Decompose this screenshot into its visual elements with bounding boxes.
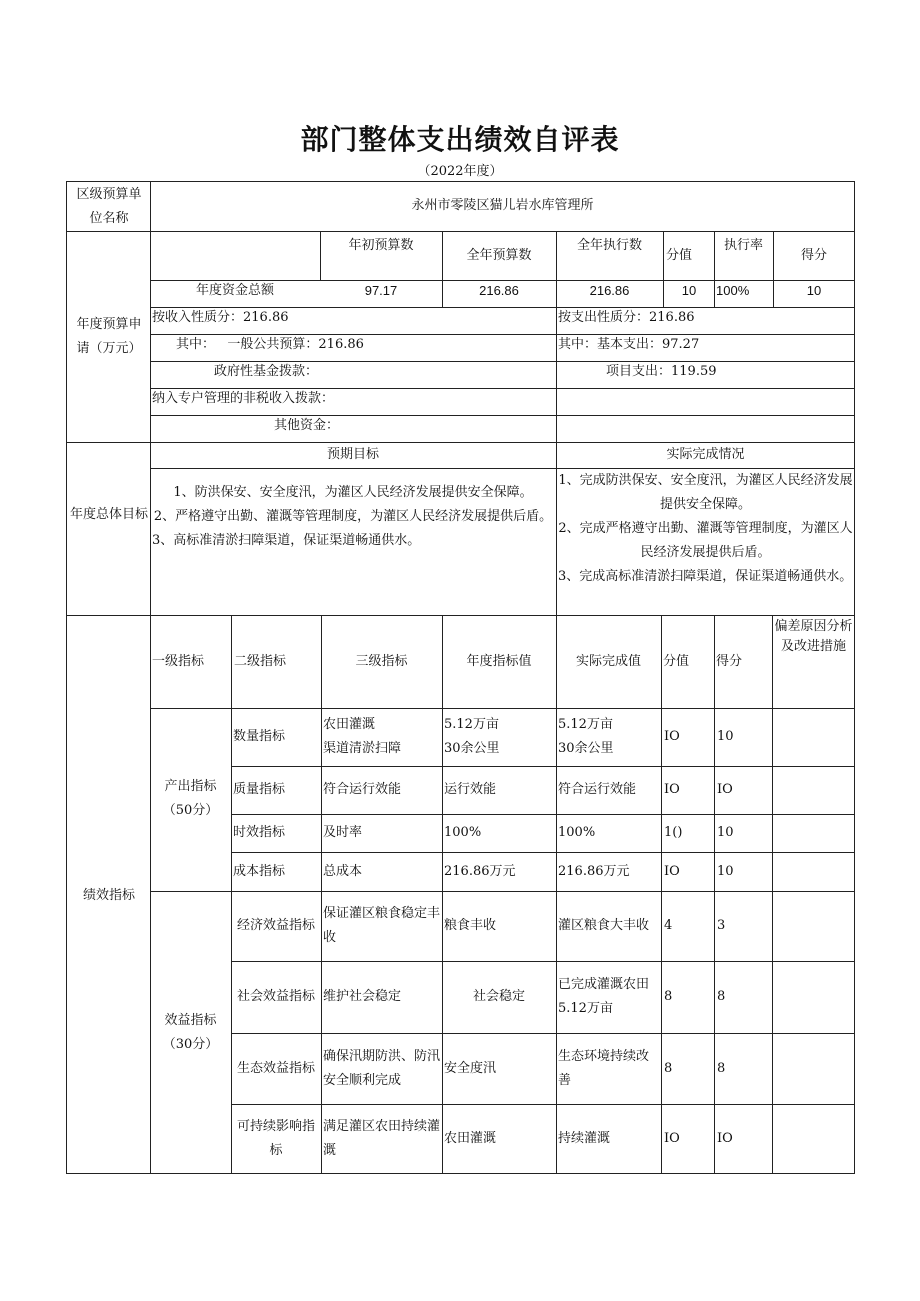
level2-indicator: 成本指标 xyxy=(233,863,286,879)
indicator-score-value: 8 xyxy=(664,1060,673,1076)
total-annual: 216.86 xyxy=(479,283,519,298)
actual-value: 100% xyxy=(558,825,596,840)
col-execution-rate: 执行率 xyxy=(723,238,763,253)
target-value: 社会稳定 xyxy=(472,989,525,1004)
hdr-level2: 二级指标 xyxy=(234,654,287,669)
indicator-score-value: 8 xyxy=(664,989,673,1004)
hdr-target: 年度指标值 xyxy=(466,654,532,669)
level3-indicator: 总成本 xyxy=(323,863,363,879)
gov-fund: 政府性基金拨款： xyxy=(214,364,319,379)
unit-label: 区级预算单位名称 xyxy=(76,187,142,226)
total-score: 10 xyxy=(806,283,822,298)
indicator-score-value: IO xyxy=(664,863,680,879)
level3-indicator: 及时率 xyxy=(323,825,363,840)
level3-indicator: 满足灌区农田持续灌溉 xyxy=(323,1119,441,1158)
actual-value: 216.86万元 xyxy=(558,863,630,879)
target-value: 粮食丰收 xyxy=(444,918,497,933)
total-score-value: 10 xyxy=(681,283,697,298)
expected-goal-2: 2、严格遵守出勤、灌溉等管理制度，为灌区人民经济发展提供后盾。 xyxy=(153,509,553,524)
level2-indicator: 数量指标 xyxy=(233,729,286,744)
evaluation-table xyxy=(66,181,855,1174)
actual-goals-list xyxy=(558,469,853,589)
benefit-indicator-label: 效益指标（30分） xyxy=(162,1013,219,1052)
goals-section-label: 年度总体目标 xyxy=(70,507,149,522)
special-account: 纳入专户管理的非税收入拨款： xyxy=(152,391,335,406)
page-title: 部门整体支出绩效自评表 xyxy=(300,123,620,156)
total-funds-label: 年度资金总额 xyxy=(195,283,274,298)
indicator-score: 8 xyxy=(717,989,726,1004)
level2-indicator: 经济效益指标 xyxy=(236,918,315,933)
indicator-score-value: 1() xyxy=(664,825,683,840)
general-budget: 其中： 一般公共预算：216.86 xyxy=(176,337,364,352)
output-indicator-label: 产出指标（50分） xyxy=(162,779,219,818)
indicator-score-value: IO xyxy=(664,1131,680,1146)
actual-goal-3: 3、完成高标准清淤扫障渠道，保证渠道畅通供水。 xyxy=(558,569,853,584)
indicator-score: IO xyxy=(717,782,733,797)
level2-indicator: 生态效益指标 xyxy=(236,1060,315,1076)
target-value: 216.86万元 xyxy=(444,863,516,879)
total-rate: 100% xyxy=(716,283,750,298)
level2-indicator: 社会效益指标 xyxy=(236,989,315,1004)
total-executed: 216.86 xyxy=(589,283,630,298)
actual-value: 生态环境持续改善 xyxy=(558,1048,650,1088)
col-annual-budget: 全年预算数 xyxy=(466,248,532,263)
level3-indicator: 维护社会稳定 xyxy=(323,989,402,1004)
level3-indicator: 确保汛期防洪、防汛安全顺利完成 xyxy=(323,1048,441,1088)
col-annual-execution: 全年执行数 xyxy=(576,238,642,253)
other-funds: 其他资金： xyxy=(274,418,340,433)
budget-section-label: 年度预算申请（万元） xyxy=(76,317,142,356)
actual-value: 符合运行效能 xyxy=(558,782,637,797)
hdr-level3: 三级指标 xyxy=(355,654,408,669)
indicator-score-value: 4 xyxy=(664,918,673,933)
col-score-value: 分值 xyxy=(666,248,693,263)
target-value: 5.12万亩 30余公里 xyxy=(444,717,500,756)
indicator-score-value: IO xyxy=(664,782,680,797)
actual-goal-1: 1、完成防洪保安、安全度汛，为灌区人民经济发展提供安全保障。 xyxy=(558,473,853,512)
target-value: 100% xyxy=(444,825,482,840)
level2-indicator: 可持续影响指标 xyxy=(236,1119,315,1158)
hdr-score: 得分 xyxy=(716,654,743,669)
report-year: （2022年度） xyxy=(417,164,503,179)
hdr-deviation: 偏差原因分析及改进措施 xyxy=(774,619,853,654)
level3-indicator: 符合运行效能 xyxy=(323,782,402,797)
indicator-score: 10 xyxy=(717,729,734,744)
hdr-level1: 一级指标 xyxy=(152,654,205,669)
actual-goal-header: 实际完成情况 xyxy=(666,447,745,462)
actual-value: 持续灌溉 xyxy=(558,1131,611,1146)
income-nature: 按收入性质分：216.86 xyxy=(152,310,289,325)
col-score: 得分 xyxy=(800,248,827,263)
indicator-score: 8 xyxy=(717,1060,726,1076)
expense-nature: 按支出性质分：216.86 xyxy=(558,310,695,325)
actual-value: 灌区粮食大丰收 xyxy=(558,918,650,933)
indicator-score: 10 xyxy=(717,825,734,840)
level3-indicator: 保证灌区粮食稳定丰收 xyxy=(323,906,441,945)
unit-name: 永州市零陵区猫儿岩水库管理所 xyxy=(411,198,594,213)
total-initial: 97.17 xyxy=(364,283,398,298)
project-expense: 项目支出：119.59 xyxy=(606,364,717,379)
performance-section-label: 绩效指标 xyxy=(82,888,135,903)
indicator-score: 3 xyxy=(717,918,726,933)
target-value: 农田灌溉 xyxy=(444,1131,497,1146)
actual-goal-2: 2、完成严格遵守出勤、灌溉等管理制度，为灌区人民经济发展提供后盾。 xyxy=(558,521,853,560)
indicator-score: 10 xyxy=(717,863,734,879)
level3-indicator: 农田灌溉 渠道清淤扫障 xyxy=(323,717,402,756)
level2-indicator: 时效指标 xyxy=(233,825,286,840)
col-initial-budget: 年初预算数 xyxy=(348,238,414,253)
actual-value: 5.12万亩 30余公里 xyxy=(558,717,614,756)
actual-value: 已完成灌溉农田5.12万亩 xyxy=(558,977,650,1016)
indicator-score: IO xyxy=(717,1131,733,1146)
expected-goals-list xyxy=(152,481,554,553)
indicator-score-value: IO xyxy=(664,729,680,744)
hdr-score-value: 分值 xyxy=(663,654,690,669)
target-value: 安全度汛 xyxy=(444,1060,497,1076)
expected-goal-header: 预期目标 xyxy=(326,447,379,462)
basic-expense: 其中：基本支出：97.27 xyxy=(558,337,700,352)
target-value: 运行效能 xyxy=(444,782,497,797)
expected-goal-1: 1、防洪保安、安全度汛，为灌区人民经济发展提供安全保障。 xyxy=(173,485,533,500)
expected-goal-3: 3、高标准清淤扫障渠道，保证渠道畅通供水。 xyxy=(152,533,421,548)
level2-indicator: 质量指标 xyxy=(233,782,286,797)
hdr-actual: 实际完成值 xyxy=(575,654,641,669)
